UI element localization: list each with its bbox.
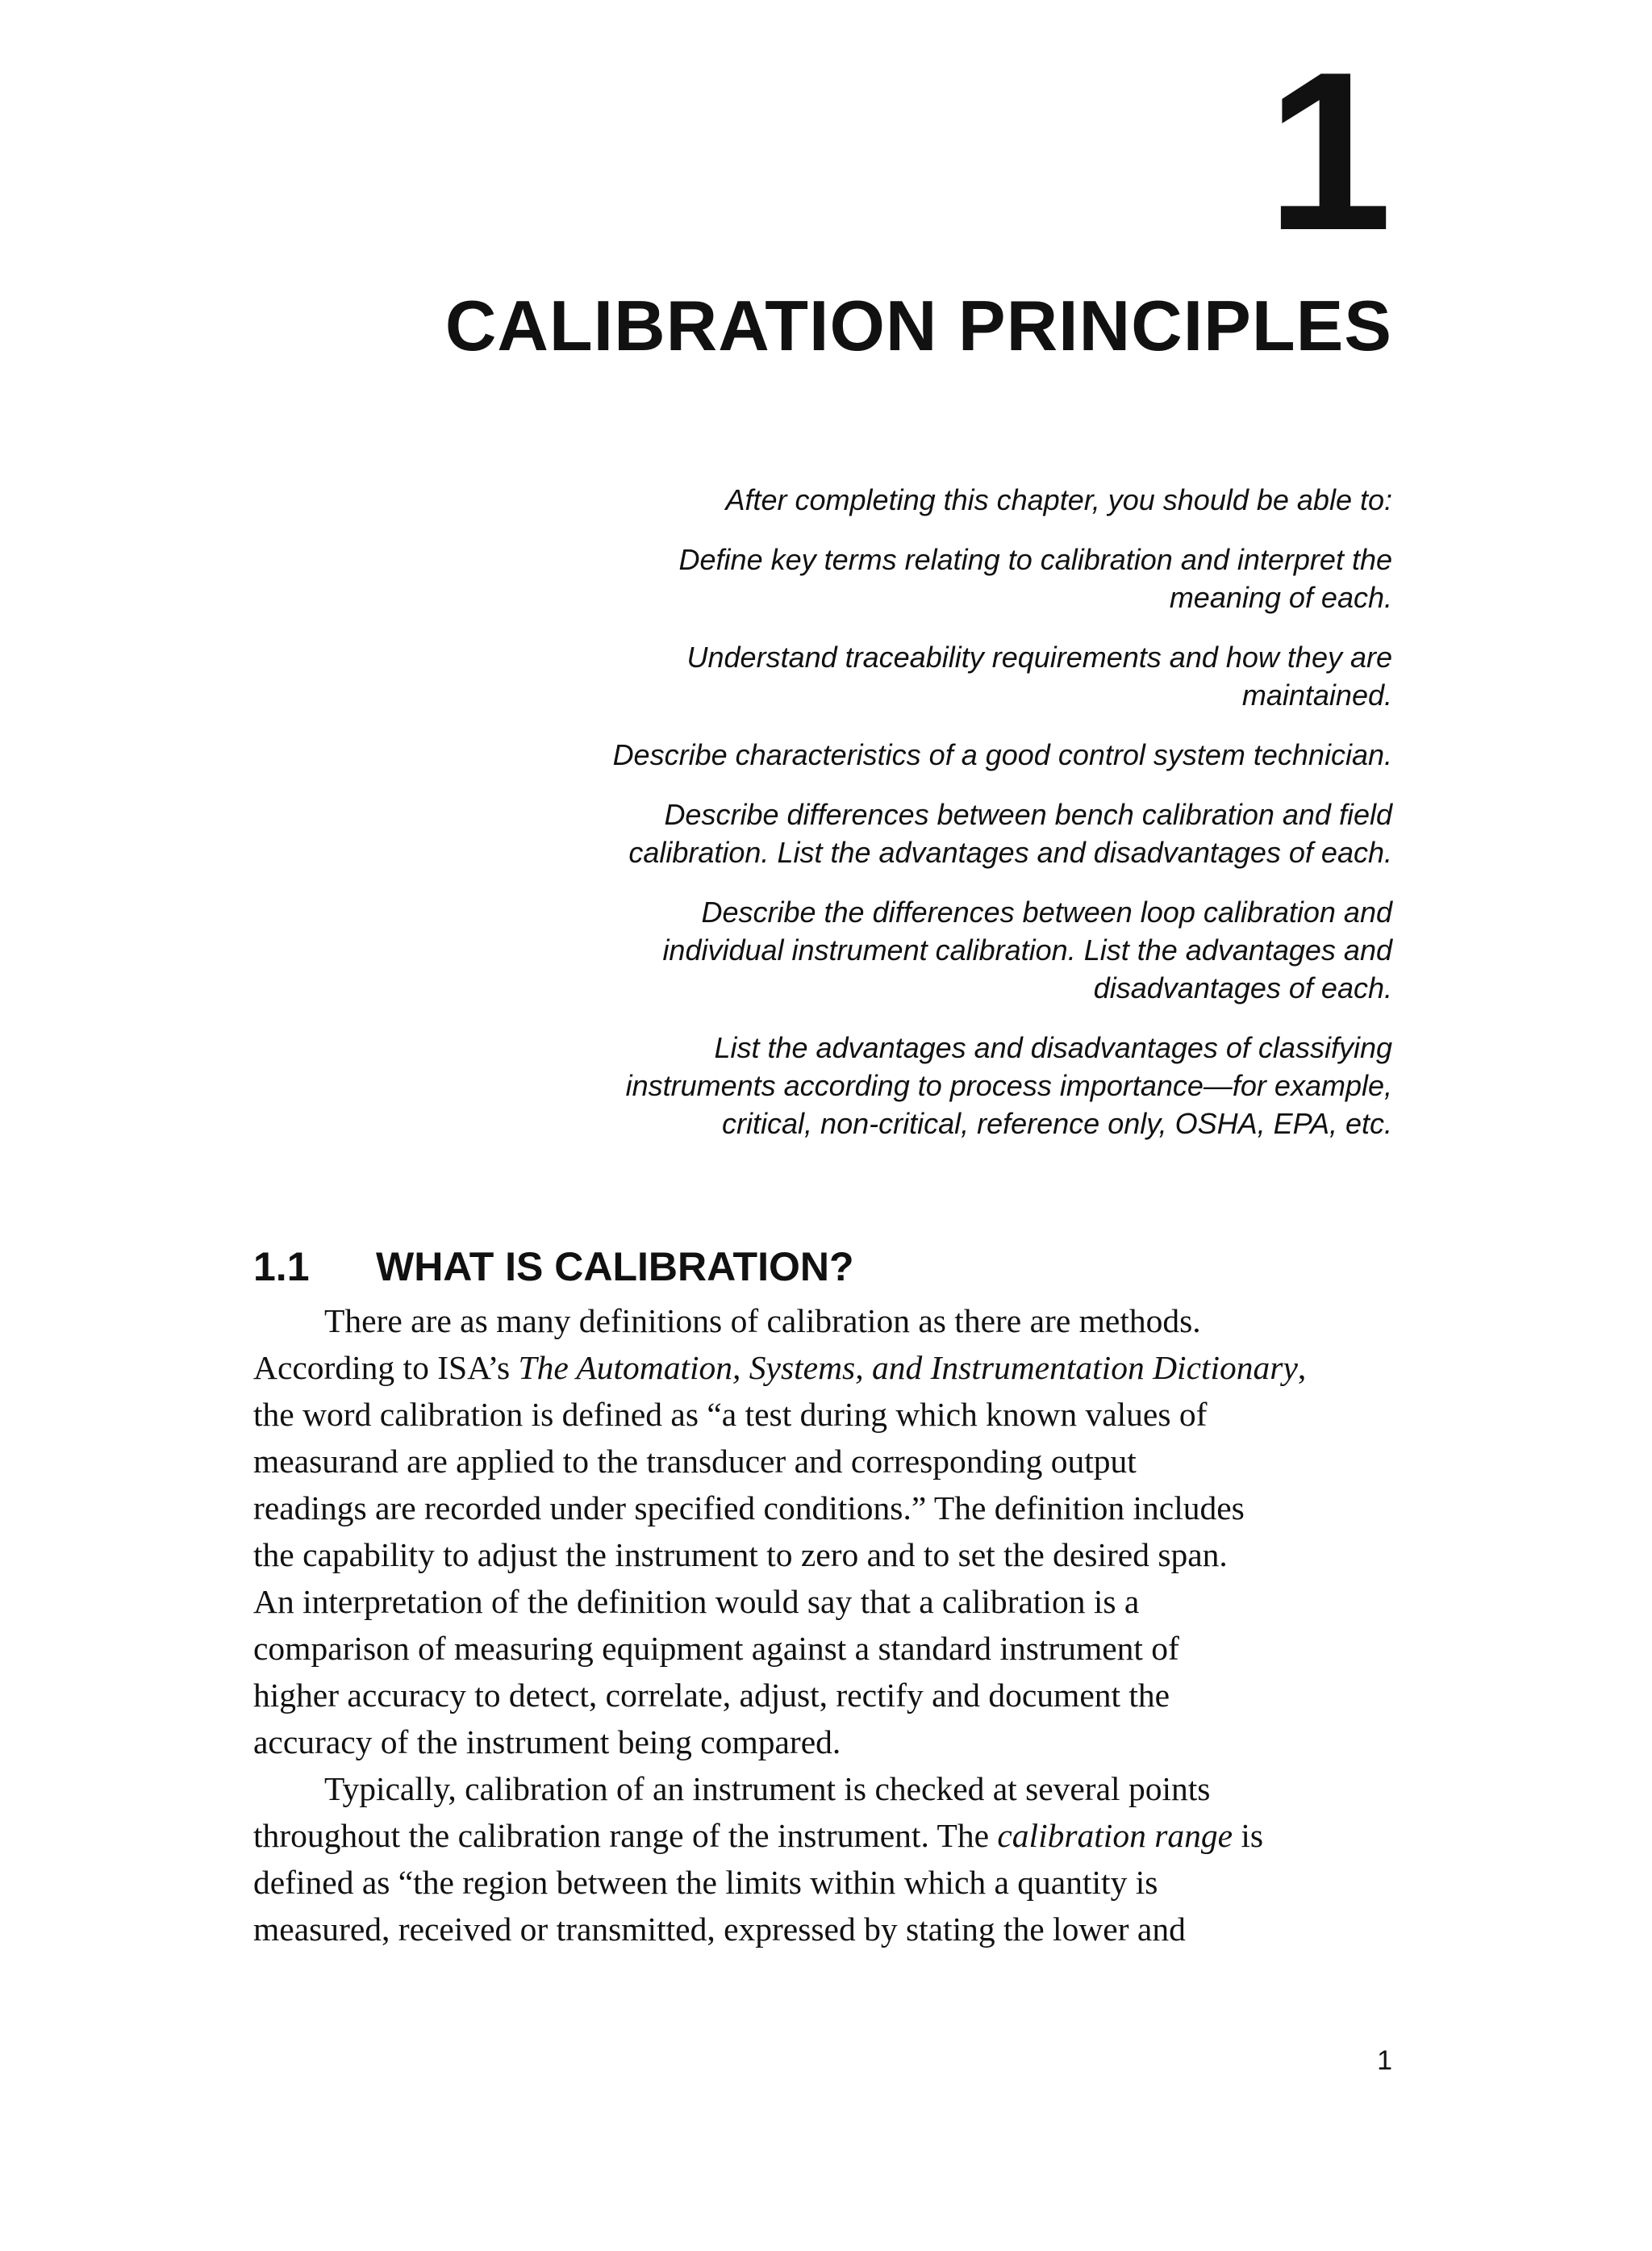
objective-line: Describe the differences between loop calibration and [701,896,1392,929]
objective-line: List the advantages and disadvantages of classifying [714,1031,1392,1064]
body-text [253,1297,1383,1952]
objective-line: meaning of each. [1169,581,1392,614]
objective-item [489,638,1392,714]
body-text-run: According to ISA’s [253,1349,519,1386]
body-line [253,1344,1383,1391]
body-text-run: , [1297,1349,1307,1386]
body-text-run: throughout the calibration range of the instrument. The [253,1817,998,1854]
objective-item [489,1029,1392,1142]
objective-item [489,796,1392,871]
chapter-number: 1 [1266,26,1392,278]
body-text-run: is [1233,1817,1264,1854]
body-line: comparison of measuring equipment against a standard instrument of [253,1630,1179,1667]
body-line: defined as “the region between the limits within which a quantity is [253,1864,1158,1901]
objective-line: critical, non-critical, reference only, OSHA, EPA, etc. [722,1107,1392,1140]
section-number: 1.1 [253,1244,310,1289]
body-line: There are as many definitions of calibration as there are methods. [324,1302,1201,1339]
objective-line: Describe differences between bench calibration and field [664,798,1392,831]
section-title: WHAT IS CALIBRATION? [376,1244,854,1289]
objectives-block [489,481,1392,1164]
body-line: Typically, calibration of an instrument is checked at several points [324,1770,1211,1807]
objective-line: instruments according to process importance—for example, [625,1069,1392,1102]
objective-line: calibration. List the advantages and disadvantages of each. [628,836,1392,869]
objective-line: Describe characteristics of a good control system technician. [612,738,1392,771]
body-line: the word calibration is defined as “a test during which known values of [253,1396,1208,1433]
page-number: 1 [1377,2045,1392,2076]
calibration-range-term: calibration range [997,1817,1233,1854]
objective-item [489,736,1392,774]
objective-line: Understand traceability requirements and how they are [686,641,1392,674]
body-line: measurand are applied to the transducer and corresponding output [253,1443,1137,1480]
objective-line: Define key terms relating to calibration and interpret the [678,543,1392,576]
chapter-title: CALIBRATION PRINCIPLES [444,286,1392,365]
body-line: readings are recorded under specified conditions.” The definition includes [253,1489,1245,1526]
body-line: measured, received or transmitted, expressed by stating the lower and [253,1911,1186,1948]
section-heading [253,1244,854,1289]
body-line [253,1812,1383,1859]
objective-line: disadvantages of each. [1093,971,1392,1004]
body-line: higher accuracy to detect, correlate, adjust, rectify and document the [253,1677,1170,1714]
body-line: accuracy of the instrument being compared. [253,1723,841,1760]
body-line: An interpretation of the definition would say that a calibration is a [253,1583,1140,1620]
objective-line: individual instrument calibration. List the advantages and [662,933,1392,967]
objective-item [489,893,1392,1007]
objectives-intro: After completing this chapter, you should be able to: [725,483,1392,516]
dictionary-title: The Automation, Systems, and Instrumentation Dictionary [518,1349,1298,1386]
objective-line: maintained. [1241,679,1392,712]
objective-item [489,541,1392,616]
body-line: the capability to adjust the instrument to zero and to set the desired span. [253,1536,1228,1573]
